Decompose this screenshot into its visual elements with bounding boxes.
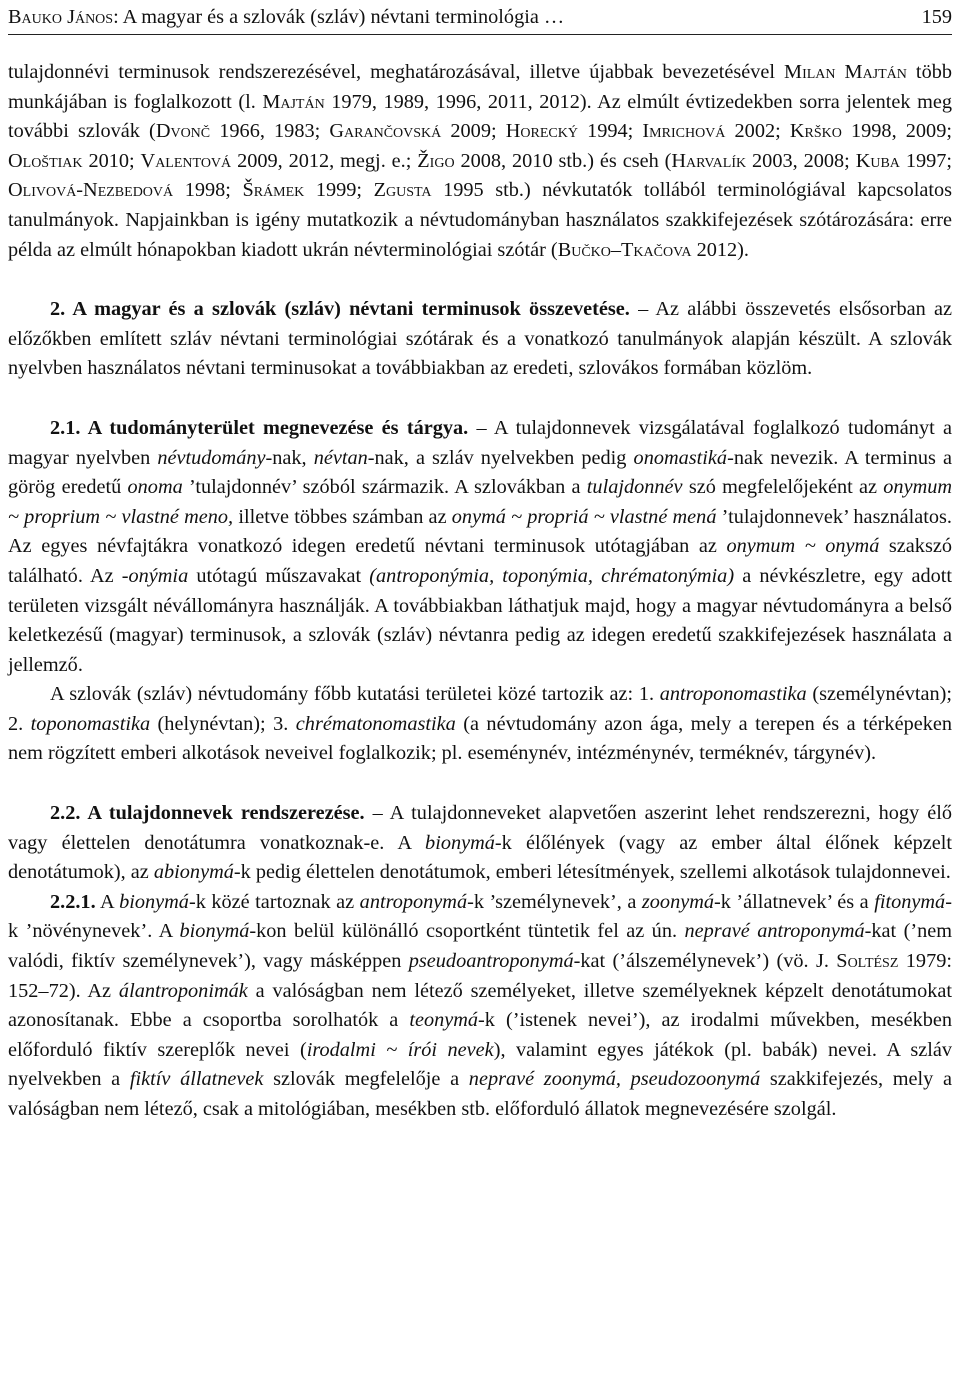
running-title (8, 2, 564, 32)
cited-author: Valentová (140, 149, 232, 172)
section-2-2-1-paragraph: 2.2.1. A bionymá-k közé tartoznak az antroponymá-k ’személynevek’, a zoonymá-k ’állatnevek’ és a fitonymá-k ’növénynevek’. A bionymá-kon belül különálló csoportként tüntetik fel az ún. nepravé antroponymá-kat (’nem valódi, fiktív személynevek’), vagy másképpen pseudoantroponymá-kat (’álszemélynevek’) (vö. J. Soltész 1979: 152–72). Az álantroponimák a valóságban nem létező személyeket, illetve személyeknek képzelt denotátumokat azonosítanak. Ebbe a csoportba sorolhatók a teonymá-k (’istenek nevei’), az irodalmi művekben, mesékben előforduló fiktív szereplők nevei (irodalmi ~ írói nevek), valamint egyes játékok (pl. babák) nevei. A szláv nyelvekben a fiktív állatnevek szlovák megfelelője a nepravé zoonymá, pseudozoonymá szakkifejezés, mely a valóságban nem létező, csak a mitológiában, mesékben stb. előforduló állatok megnevezésére szolgál. (8, 890, 953, 1120)
cited-author: Soltész (836, 950, 899, 973)
body-text (8, 58, 952, 1125)
section-2-1-paragraph-2: A szlovák (szláv) névtudomány főbb kutatási területei közé tartozik az: 1. antroponomastika (személynévtan); 2. toponomastika (helynévtan); 3. chrématonomastika (a névtudomány azon ága, mely a terepen és a térképeken nem rögzített emberi alkotások neveivel foglalkozik; pl. eseménynév, intézménynév, terméknév, tárgynév). (8, 683, 953, 765)
author-family-name: János (67, 6, 114, 28)
cited-author: Krško (789, 120, 842, 143)
cited-author: Imrichová (642, 120, 726, 143)
cited-author: Garančovská (329, 120, 442, 143)
article-title: : A magyar és a szlovák (szláv) névtani terminológia … (113, 6, 565, 28)
section-2-2-paragraph: 2.2. A tulajdonnevek rendszerezése. – A tulajdonneveket alapvetően aszerint lehet rendszerezni, hogy élő vagy élettelen denotátumra vonatkoznak-e. A bionymá-k élőlények (vagy az ember által élőnek képzelt denotátumok), az abionymá-k pedig élettelen denotátumok, emberi létesítmények, szellemi alkotások tulajdonnevei. (8, 802, 953, 884)
cited-author: Horecký (505, 120, 578, 143)
cited-author: Dvonč (155, 120, 211, 143)
cited-author: Harvalík (671, 149, 747, 172)
page-number: 159 (921, 6, 952, 28)
running-header (8, 0, 952, 35)
section-2-1-paragraph: 2.1. A tudományterület megnevezése és tárgya. – A tulajdonnevek vizsgálatával foglalkozó tudományt a magyar nyelvben névtudomány-nak, névtan-nak, a szláv nyelvekben pedig onomastiká-nak nevezik. A terminus a görög eredetű onoma ’tulajdonnév’ szóból származik. A szlovákban a tulajdonnév szó megfelelőjeként az onymum ~ proprium ~ vlastné meno, illetve többes számban az onymá ~ propriá ~ vlastné mená ’tulajdonnevek’ használatos. Az egyes névfajtákra vonatkozó idegen eredetű névtani terminusok utótagjában az onymum ~ onymá szakszó található. Az -onýmia utótagú műszavakat (antroponýmia, toponýmia, chrématonýmia) a névkészletre, egy adott területen vizsgált névállományra használják. A továbbiakban láthatjuk majd, hogy a magyar névtudományra a belső keletkezésű (magyar) terminusok, a szlovák (szláv) névtanra pedig az idegen eredetű szakkifejezések használata a jellemző. (8, 416, 952, 676)
cited-author: Majtán (262, 90, 325, 113)
cited-author: Milan Majtán (784, 61, 907, 83)
section-2-2-1-heading: 2.2.1. (50, 890, 96, 913)
cited-author: Šrámek (242, 179, 305, 202)
section-2-1-heading: 2.1. A tudományterület megnevezése és tárgya. (50, 416, 469, 439)
section-2-heading: 2. A magyar és a szlovák (szláv) névtani terminusok összevetése. (50, 298, 630, 321)
section-2-paragraph: 2. A magyar és a szlovák (szláv) névtani terminusok összevetése. – Az alábbi összevetés elsősorban az előzőkben említett szláv névtani terminológiai szótárak és a vonatkozó tanulmányok alapján készült. A szlovák nyelvben használatos névtani terminusokat a továbbiakban az eredeti, szlovákos formában közlöm. (8, 298, 952, 380)
cited-author: Ološtiak (8, 149, 83, 172)
cited-author: Kuba (855, 149, 900, 172)
cited-author: Bučko–Tkačova (557, 238, 692, 261)
cited-author: Olivová-Nezbedová (8, 179, 174, 202)
author-given-name: Bauko (8, 6, 62, 28)
paragraph-intro: tulajdonnévi terminusok rendszerezésével, meghatározásával, illetve újabbak bevezetésével Milan Majtán több munkájában is foglalkozott (l. Majtán 1979, 1989, 1996, 2011, 2012). Az elmúlt évtizedekben sorra jelentek meg további szlovák (Dvonč 1966, 1983; Garančovská 2009; Horecký 1994; Imrichová 2002; Krško 1998, 2009; Ološtiak 2010; Valentová 2009, 2012, megj. e.; Žigo 2008, 2010 stb.) és cseh (Harvalík 2003, 2008; Kuba 1997; Olivová-Nezbedová 1998; Šrámek 1999; Zgusta 1995 stb.) névkutatók tollából terminológiával kapcsolatos tanulmányok. Napjainkban is igény mutatkozik a névtudományban használatos szakkifejezések szótározására: erre példa az elmúlt hónapokban kiadott ukrán névterminológiai szótár (Bučko–Tkačova 2012). (8, 61, 953, 261)
section-2-2-heading: 2.2. A tulajdonnevek rendszerezése. (50, 802, 365, 825)
cited-author: Zgusta (373, 179, 432, 202)
cited-author: Žigo (417, 149, 455, 172)
